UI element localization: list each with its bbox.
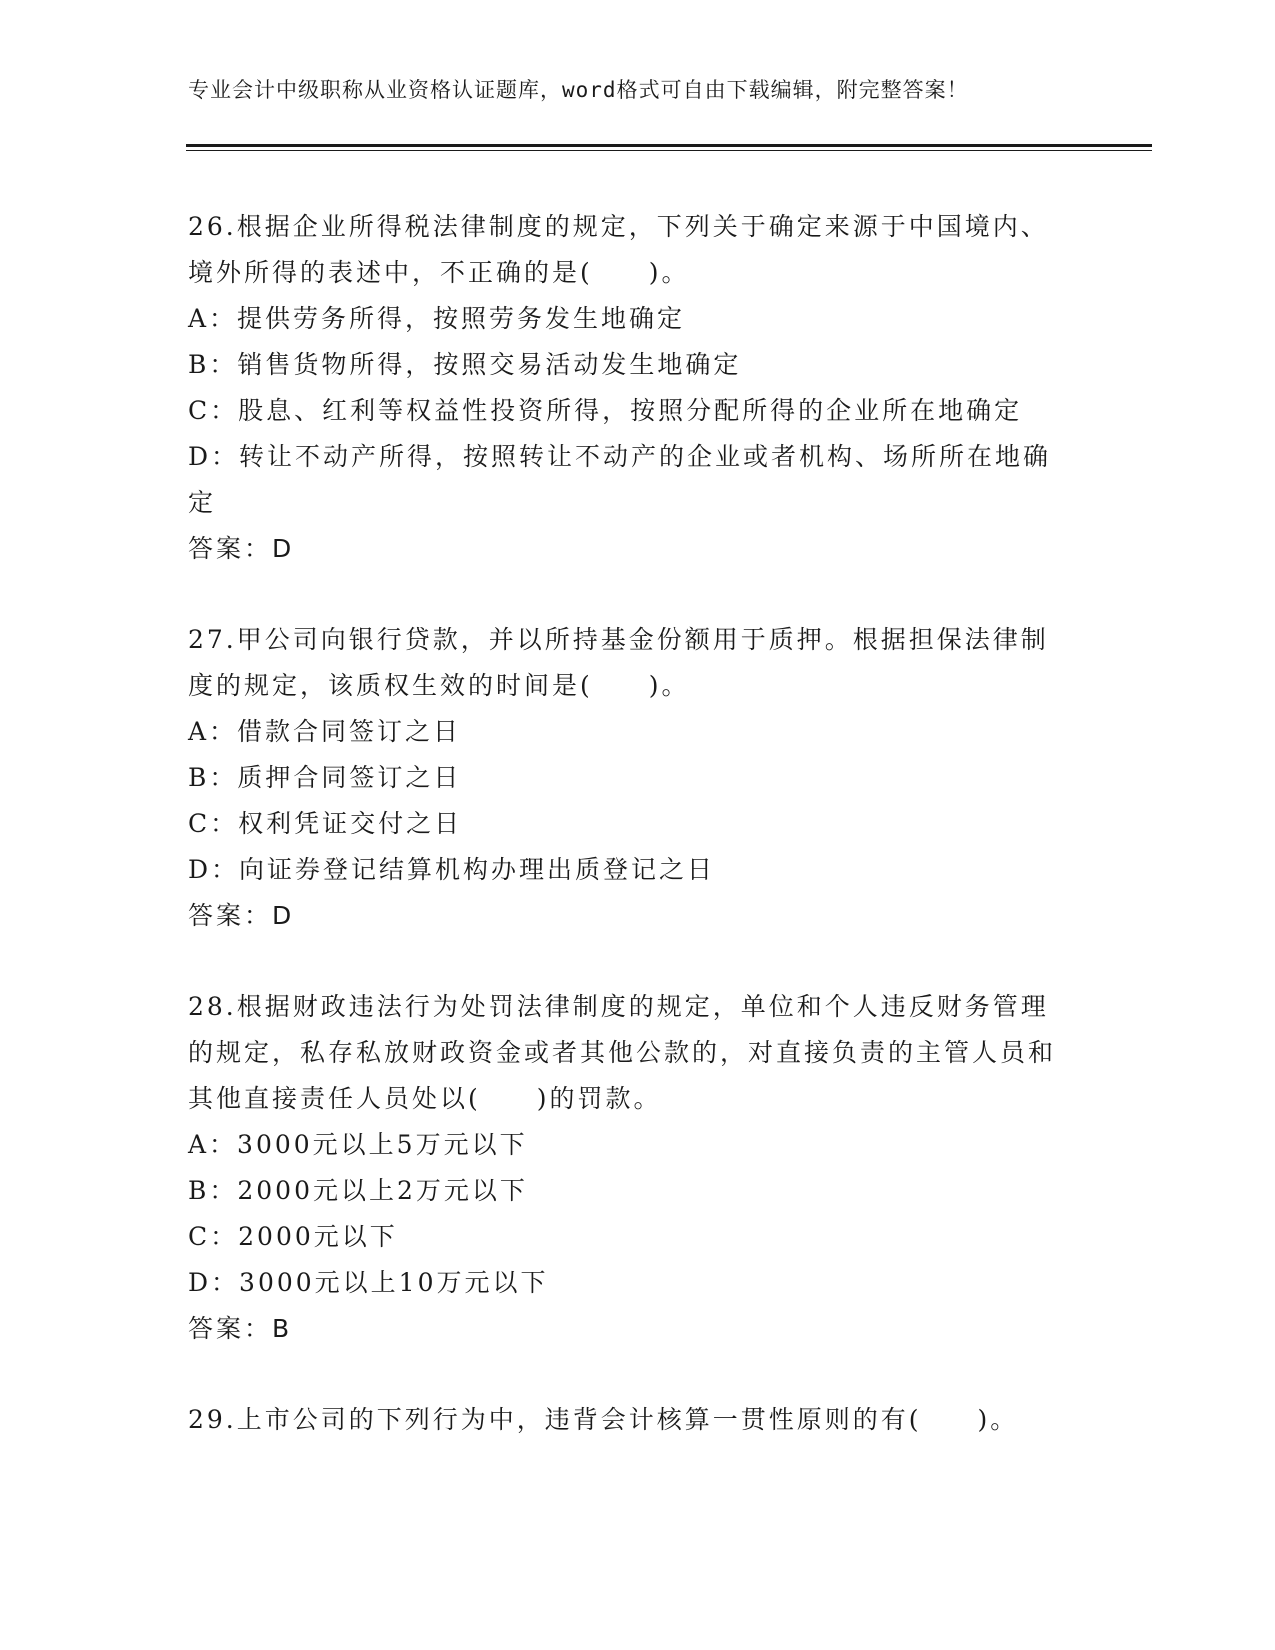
answer: 答案：D [188,534,295,563]
question-stem: 28.根据财政违法行为处罚法律制度的规定，单位和个人违反财务管理的规定，私存私放财政资金或者其他公款的，对直接负责的主管人员和其他直接责任人员处以( )的罚款。 [188,992,1057,1113]
question-29 [188,1397,1068,1443]
option-b: B：质押合同签订之日 [188,763,462,792]
question-28 [188,984,1068,1352]
question-stem: 27.甲公司向银行贷款，并以所持基金份额用于质押。根据担保法律制度的规定，该质权生效的时间是( )。 [188,625,1049,700]
option-b: B：2000元以上2万元以下 [188,1176,528,1205]
option-d: D：向证券登记结算机构办理出质登记之日 [188,855,716,884]
question-stem: 26.根据企业所得税法律制度的规定，下列关于确定来源于中国境内、境外所得的表述中，不正确的是( )。 [188,212,1049,287]
option-d: D：3000元以上10万元以下 [188,1268,549,1297]
option-a: A：借款合同签订之日 [188,717,462,746]
question-stem: 29.上市公司的下列行为中，违背会计核算一贯性原则的有( )。 [188,1405,1019,1434]
option-a: A：提供劳务所得，按照劳务发生地确定 [188,304,686,333]
option-c: C：股息、红利等权益性投资所得，按照分配所得的企业所在地确定 [188,396,1023,425]
option-b: B：销售货物所得，按照交易活动发生地确定 [188,350,742,379]
answer: 答案：D [188,901,295,930]
question-list [188,204,1068,1488]
option-c: C：权利凭证交付之日 [188,809,463,838]
question-27 [188,617,1068,939]
header-rule-thick [186,144,1152,147]
page-header: 专业会计中级职称从业资格认证题库，word格式可自由下载编辑，附完整答案！ [188,78,969,102]
option-a: A：3000元以上5万元以下 [188,1130,528,1159]
option-c: C：2000元以下 [188,1222,398,1251]
option-d: D：转让不动产所得，按照转让不动产的企业或者机构、场所所在地确定 [188,442,1052,517]
header-rule-thin [186,150,1152,151]
answer: 答案：B [188,1314,293,1343]
question-26 [188,204,1068,572]
